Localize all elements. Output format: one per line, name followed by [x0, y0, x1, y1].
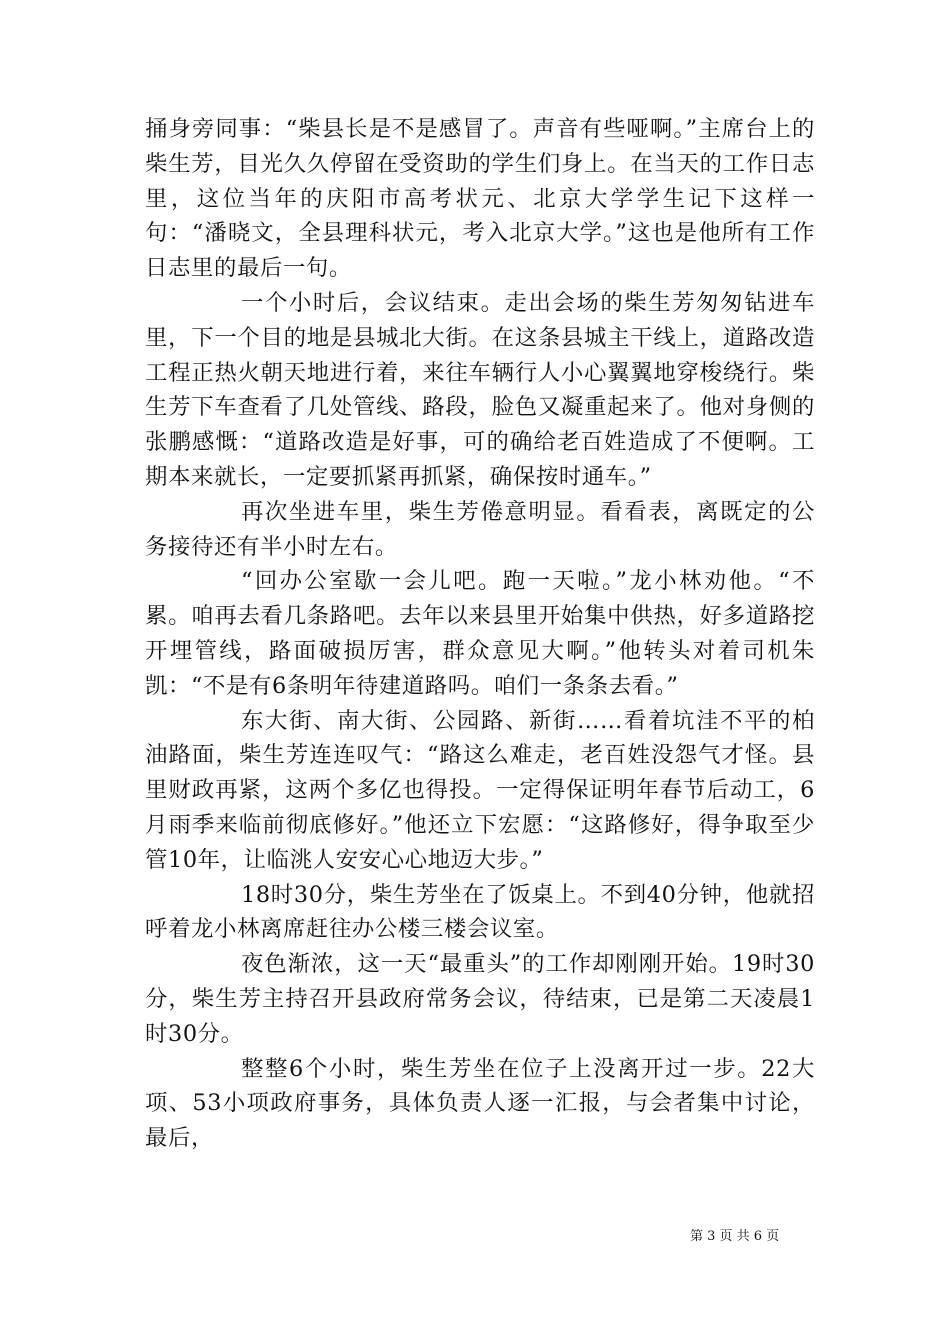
paragraph-3: 再次坐进车里，柴生芳倦意明显。看看表，离既定的公务接待还有半小时左右。 [145, 498, 815, 560]
body-text [145, 112, 815, 1156]
page-number-footer: 第 3 页 共 6 页 [690, 1229, 780, 1244]
paragraph-8: 整整6个小时，柴生芳坐在位子上没离开过一步。22大项、53小项政府事务，具体负责人逐一汇报，与会者集中讨论，最后， [145, 1055, 815, 1152]
paragraph-1: 捅身旁同事：“柴县长是不是感冒了。声音有些哑啊。”主席台上的柴生芳，目光久久停留在受资助的学生们身上。在当天的工作日志里，这位当年的庆阳市高考状元、北京大学学生记下这样一句：“潘晓文，全县理科状元，考入北京大学。”这也是他所有工作日志里的最后一句。 [145, 116, 815, 282]
paragraph-7: 夜色渐浓，这一天“最重头”的工作却刚刚开始。19时30分，柴生芳主持召开县政府常务会议，待结束，已是第二天凌晨1时30分。 [145, 951, 815, 1047]
paragraph-6: 18时30分，柴生芳坐在了饭桌上。不到40分钟，他就招呼着龙小林离席赶往办公楼三楼会议室。 [145, 881, 815, 943]
paragraph-4: “回办公室歇一会儿吧。跑一天啦。”龙小林劝他。“不累。咱再去看几条路吧。去年以来县里开始集中供热，好多道路挖开埋管线，路面破损厉害，群众意见大啊。”他转头对着司机朱凯：“不是有6条明年待建道路吗。咱们一条条去看。” [145, 568, 815, 699]
paragraph-5: 东大街、南大街、公园路、新街……看着坑洼不平的柏油路面，柴生芳连连叹气：“路这么难走，老百姓没怨气才怪。县里财政再紧，这两个多亿也得投。一定得保证明年春节后动工，6月雨季来临前彻底修好。”他还立下宏愿：“这路修好，得争取至少管10年，让临洮人安安心心地迈大步。” [145, 707, 815, 873]
paragraph-2: 一个小时后，会议结束。走出会场的柴生芳匆匆钻进车里，下一个目的地是县城北大街。在这条县城主干线上，道路改造工程正热火朝天地进行着，来往车辆行人小心翼翼地穿梭绕行。柴生芳下车查看了几处管线、路段，脸色又凝重起来了。他对身侧的张鹏感慨：“道路改造是好事，可的确给老百姓造成了不便啊。工期本来就长，一定要抓紧再抓紧，确保按时通车。” [145, 289, 815, 490]
